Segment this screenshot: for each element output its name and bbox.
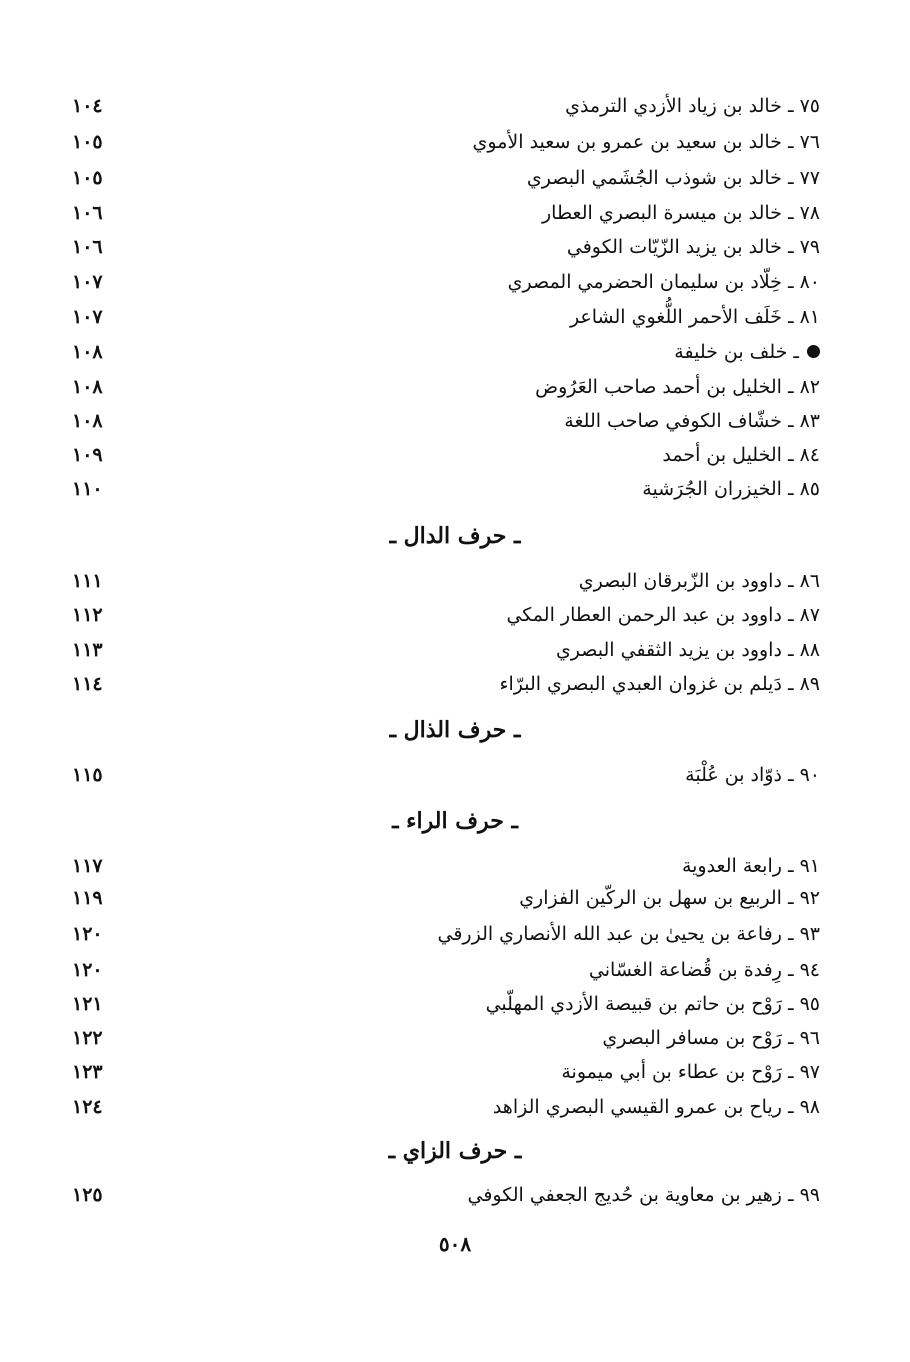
section-heading: ـ حرف الذال ـ — [389, 717, 521, 743]
entry-page-number: ١٠٦ — [72, 201, 103, 224]
index-entry — [72, 952, 820, 987]
entry-page-number: ١١٩ — [72, 886, 103, 909]
entry-page-number: ١١٧ — [72, 854, 103, 877]
entry-title: ٧٧ ـ خالد بن شوذب الجُشَمي البصري — [526, 166, 820, 189]
index-entry — [72, 632, 820, 667]
entry-title: ٩٤ ـ رِفدة بن قُضاعة الغسّاني — [588, 958, 820, 981]
entry-title: ٩٦ ـ رَوْح بن مسافر البصري — [602, 1026, 820, 1049]
index-entry — [72, 1089, 820, 1124]
page-number: ٥٠٨ — [438, 1232, 472, 1256]
index-entry — [72, 1177, 820, 1212]
entry-title: ٩١ ـ رابعة العدوية — [681, 854, 820, 877]
entry-title: ٩٥ ـ رَوْح بن حاتم بن قبيصة الأزدي المهلّبي — [485, 992, 820, 1015]
index-entry — [72, 437, 820, 472]
section-heading: ـ حرف الدال ـ — [389, 523, 521, 549]
entry-title: ٨٨ ـ داوود بن يزيد الثقفي البصري — [555, 638, 820, 661]
entry-title: ٨٧ ـ داوود بن عبد الرحمن العطار المكي — [506, 603, 820, 626]
entry-title: ٧٥ ـ خالد بن زياد الأزدي الترمذي — [565, 94, 820, 117]
entry-page-number: ١٠٥ — [72, 130, 103, 153]
bullet-icon — [807, 345, 820, 358]
entry-title: ٧٦ ـ خالد بن سعيد بن عمرو بن سعيد الأموي — [472, 130, 820, 153]
entry-page-number: ١٠٥ — [72, 166, 103, 189]
entry-page-number: ١٢٥ — [72, 1183, 103, 1206]
entry-title: ٨١ ـ خَلَف الأحمر اللُّغوي الشاعر — [569, 305, 820, 328]
entry-title: ٨٠ ـ خِلّاد بن سليمان الحضرمي المصري — [507, 270, 820, 293]
index-entry — [72, 597, 820, 632]
entry-page-number: ١٠٩ — [72, 443, 103, 466]
entry-title: ٨٥ ـ الخيزران الجُرَشية — [642, 477, 820, 500]
index-entry — [72, 1054, 820, 1089]
entry-title: ٧٩ ـ خالد بن يزيد الزّيّات الكوفي — [566, 235, 820, 258]
entry-page-number: ١١٠ — [72, 477, 103, 500]
entry-page-number: ١٢٣ — [72, 1060, 103, 1083]
entry-title: ٨٢ ـ الخليل بن أحمد صاحب العَرُوض — [535, 375, 820, 398]
entry-title: ٩٣ ـ رفاعة بن يحيىٰ بن عبد الله الأنصاري الزرقي — [437, 922, 820, 945]
entry-title: ٨٣ ـ خشّاف الكوفي صاحب اللغة — [564, 409, 820, 432]
index-entry — [72, 403, 820, 438]
entry-title: ٩٢ ـ الربيع بن سهل بن الركّين الفزاري — [519, 886, 820, 909]
entry-title: ٨٦ ـ داوود بن الزّبرقان البصري — [578, 569, 820, 592]
entry-page-number: ١٢٤ — [72, 1095, 103, 1118]
entry-page-number: ١١١ — [72, 569, 103, 592]
entry-page-number: ١٠٧ — [72, 305, 103, 328]
index-entry — [72, 264, 820, 299]
entry-page-number: ١١٤ — [72, 672, 103, 695]
entry-page-number: ١٠٧ — [72, 270, 103, 293]
entry-title: ٩٩ ـ زهير بن معاوية بن حُديج الجعفي الكوفي — [467, 1183, 820, 1206]
entry-title: ٧٨ ـ خالد بن ميسرة البصري العطار — [542, 201, 820, 224]
index-entry — [72, 1020, 820, 1055]
index-entry — [72, 229, 820, 264]
index-entry — [72, 299, 820, 334]
entry-title: ٨٩ ـ دَيلم بن غزوان العبدي البصري البرّاء — [499, 672, 820, 695]
entry-page-number: ١٠٨ — [72, 409, 103, 432]
entry-page-number: ١٢٢ — [72, 1026, 103, 1049]
entry-page-number: ١٢١ — [72, 992, 103, 1015]
index-entry — [72, 124, 820, 159]
entry-title: ٩٧ ـ رَوْح بن عطاء بن أبي ميمونة — [561, 1060, 820, 1083]
index-entry — [72, 986, 820, 1021]
section-heading: ـ حرف الراء ـ — [392, 808, 518, 834]
index-entry — [72, 195, 820, 230]
entry-title: ٩٠ ـ ذوّاد بن عُلْبَة — [685, 763, 820, 786]
index-entry — [72, 88, 820, 123]
index-entry — [72, 369, 820, 404]
entry-page-number: ١١٥ — [72, 763, 103, 786]
entry-page-number: ١٠٤ — [72, 94, 103, 117]
entry-title: ٩٨ ـ رياح بن عمرو القيسي البصري الزاهد — [492, 1095, 820, 1118]
entry-page-number: ١١٣ — [72, 638, 103, 661]
entry-page-number: ١٠٨ — [72, 340, 103, 363]
entry-page-number: ١٢٠ — [72, 958, 103, 981]
entry-title: ٨٤ ـ الخليل بن أحمد — [662, 443, 820, 466]
index-entry — [72, 848, 820, 883]
section-heading: ـ حرف الزاي ـ — [388, 1138, 522, 1164]
entry-page-number: ١١٢ — [72, 603, 103, 626]
entry-page-number: ١٠٨ — [72, 375, 103, 398]
entry-page-number: ١٢٠ — [72, 922, 103, 945]
index-entry — [72, 666, 820, 701]
index-entry — [72, 334, 820, 369]
index-entry — [72, 757, 820, 792]
index-entry — [72, 471, 820, 506]
index-entry — [72, 880, 820, 915]
entry-title: ـ خلف بن خليفة — [674, 340, 799, 363]
entry-page-number: ١٠٦ — [72, 235, 103, 258]
index-entry — [72, 160, 820, 195]
index-entry — [72, 916, 820, 951]
index-entry — [72, 563, 820, 598]
